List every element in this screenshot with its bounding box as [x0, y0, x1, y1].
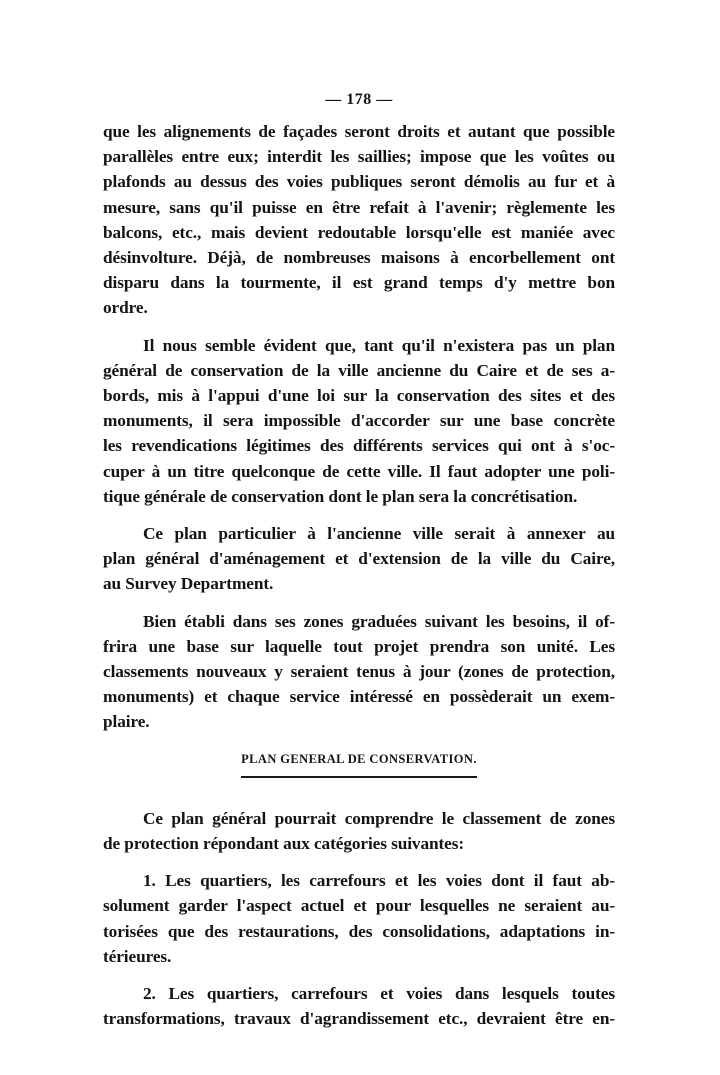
text-line: ordre.	[103, 298, 148, 318]
text-line: au Survey Department.	[103, 574, 274, 594]
paragraph	[103, 119, 615, 321]
text-line: frira une base sur laquelle tout projet prendra son unité. Les	[103, 636, 615, 656]
text-line: de protection répondant aux catégories suivantes:	[103, 834, 465, 854]
text-line: cuper à un titre quelconque de cette ville. Il faut adopter une poli-	[103, 461, 615, 481]
text-line: monuments) et chaque service intéressé en possèderait un exem-	[103, 687, 615, 707]
paragraph	[103, 981, 615, 1031]
text-line: monuments, il sera impossible d'accorder sur une base concrète	[103, 411, 615, 431]
text-line: les revendications légitimes des différents services qui ont à s'oc-	[103, 436, 615, 456]
text-line: bords, mis à l'appui d'une loi sur la conservation des sites et des	[103, 386, 615, 406]
text-line: général de conservation de la ville ancienne du Caire et de ses a-	[103, 360, 615, 380]
text-line: térieures.	[103, 946, 172, 966]
section-heading	[103, 747, 615, 778]
text-line: transformations, travaux d'agrandissement etc., devraient être en-	[103, 1009, 615, 1029]
text-line: solument garder l'aspect actuel et pour lesquelles ne seraient au-	[103, 896, 615, 916]
text-line: classements nouveaux y seraient tenus à jour (zones de protection,	[103, 662, 615, 682]
paragraphs-after-heading	[103, 806, 615, 1032]
text-line: que les alignements de façades seront droits et autant que possible	[103, 122, 615, 141]
paragraph	[103, 868, 615, 969]
text-line: tique générale de conservation dont le plan sera la concrétisation.	[103, 486, 578, 506]
section-heading-text: PLAN GENERAL DE CONSERVATION.	[241, 747, 477, 778]
text-line: disparu dans la tourmente, il est grand temps d'y mettre bon	[103, 273, 615, 293]
paragraph	[103, 521, 615, 597]
text-line: 1. Les quartiers, les carrefours et les voies dont il faut ab-	[143, 871, 615, 891]
text-line: parallèles entre eux; interdit les saillies; impose que les voûtes ou	[103, 147, 615, 167]
paragraphs-before-heading	[103, 119, 615, 735]
text-line: Ce plan particulier à l'ancienne ville serait à annexer au	[143, 524, 615, 544]
paragraph	[103, 333, 615, 509]
text-line: Ce plan général pourrait comprendre le classement de zones	[143, 808, 615, 828]
text-line: torisées que des restaurations, des consolidations, adaptations in-	[103, 921, 615, 941]
text-line: balcons, etc., mais devient redoutable lorsqu'elle est maniée avec	[103, 222, 615, 242]
paragraph	[103, 609, 615, 735]
text-line: désinvolture. Déjà, de nombreuses maisons à encorbellement ont	[103, 248, 615, 268]
paragraph	[103, 806, 615, 856]
text-line: Bien établi dans ses zones graduées suivant les besoins, il of-	[143, 611, 615, 631]
text-line: Il nous semble évident que, tant qu'il n'existera pas un plan	[143, 335, 615, 355]
text-line: 2. Les quartiers, carrefours et voies dans lesquels toutes	[143, 984, 615, 1004]
body-text	[103, 119, 615, 1044]
text-line: plan général d'aménagement et d'extension de la ville du Caire,	[103, 549, 615, 569]
text-line: mesure, sans qu'il puisse en être refait à l'avenir; règlemente les	[103, 197, 615, 217]
text-line: plaire.	[103, 712, 150, 732]
text-line: plafonds au dessus des voies publiques seront démolis au fur et à	[103, 172, 615, 192]
page-number: — 178 —	[325, 91, 393, 108]
